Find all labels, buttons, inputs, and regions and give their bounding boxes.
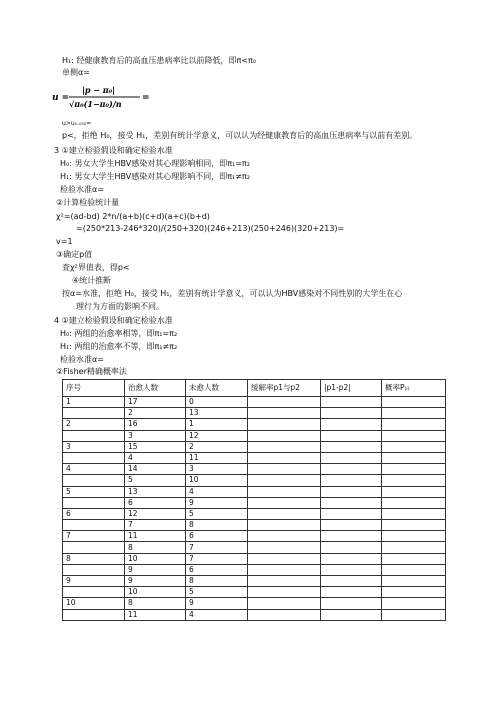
- table-row: [63, 430, 446, 441]
- table-cell: [248, 497, 321, 508]
- section4-step2: ②Fisher精确概率法: [56, 367, 127, 376]
- table-cell: [382, 475, 446, 486]
- table-cell: [321, 576, 382, 587]
- table-row: [63, 531, 446, 542]
- table-cell: 8: [125, 598, 186, 609]
- table-row: [63, 564, 446, 575]
- table-cell: [382, 576, 446, 587]
- table-cell: 9: [125, 564, 186, 575]
- table-cell: 16: [125, 419, 186, 430]
- table-cell: [321, 486, 382, 497]
- table-cell: [248, 598, 321, 609]
- table-cell: [63, 564, 125, 575]
- table-row: [63, 520, 446, 531]
- table-cell: [63, 497, 125, 508]
- table-cell: 9: [186, 497, 248, 508]
- table-cell: 6: [63, 508, 125, 519]
- table-cell: [63, 609, 125, 620]
- table-cell: [248, 419, 321, 430]
- table-cell: 17: [125, 397, 186, 408]
- table-cell: [382, 430, 446, 441]
- table-cell: 9: [125, 576, 186, 587]
- table-cell: 0: [186, 397, 248, 408]
- table-cell: 7: [63, 531, 125, 542]
- table-row: [63, 408, 446, 419]
- table-cell: [248, 508, 321, 519]
- table-cell: [248, 441, 321, 452]
- table-cell: [63, 520, 125, 531]
- table-cell: 14: [125, 464, 186, 475]
- table-cell: 6: [125, 497, 186, 508]
- table-cell: 4: [186, 609, 248, 620]
- table-cell: [382, 609, 446, 620]
- section3-step4: ④统计推断: [72, 276, 112, 285]
- table-cell: 5: [63, 486, 125, 497]
- table-cell: [382, 408, 446, 419]
- table-cell: 4: [186, 486, 248, 497]
- lookup-table-text: 查χ²界值表，得p<: [62, 263, 130, 272]
- table-row: [63, 609, 446, 620]
- table-cell: 10: [125, 553, 186, 564]
- table-cell: [382, 542, 446, 553]
- table-cell: [63, 475, 125, 486]
- table-cell: [248, 609, 321, 620]
- table-cell: [63, 587, 125, 598]
- table-cell: [63, 430, 125, 441]
- col-header-cured: 治愈人数: [125, 380, 186, 397]
- table-cell: [382, 587, 446, 598]
- table-cell: 11: [125, 531, 186, 542]
- table-cell: [248, 408, 321, 419]
- table-row: [63, 464, 446, 475]
- table-cell: [321, 475, 382, 486]
- table-cell: 10: [125, 587, 186, 598]
- table-cell: [382, 564, 446, 575]
- col-header-prob: 概率P₍ᵢ₎: [382, 380, 446, 397]
- table-cell: 3: [125, 430, 186, 441]
- table-cell: 8: [186, 520, 248, 531]
- table-cell: [321, 430, 382, 441]
- table-cell: [248, 542, 321, 553]
- table-cell: [248, 486, 321, 497]
- table-cell: [321, 419, 382, 430]
- table-cell: [248, 475, 321, 486]
- table-cell: [382, 441, 446, 452]
- table-row: [63, 397, 446, 408]
- fisher-table: [62, 379, 446, 621]
- table-cell: [382, 553, 446, 564]
- conclusion-1: p<，拒绝 H₀，接受 H₁，差别有统计学意义，可以认为经健康教育后的高血压患病率与以前有差别。: [62, 131, 418, 140]
- table-cell: 6: [186, 564, 248, 575]
- table-cell: [382, 520, 446, 531]
- table-cell: [248, 520, 321, 531]
- conclusion-2b: 理行为方面的影响不同。: [76, 302, 164, 311]
- table-cell: [248, 397, 321, 408]
- table-header-row: [63, 380, 446, 397]
- table-cell: [382, 419, 446, 430]
- table-cell: [382, 397, 446, 408]
- table-cell: [321, 408, 382, 419]
- table-cell: 1: [186, 419, 248, 430]
- table-cell: 11: [125, 609, 186, 620]
- table-cell: [321, 452, 382, 463]
- conclusion-2a: 按α=水准，拒绝 H₀，接受 H₁，差别有统计学意义，可以认为HBV感染对不同性别的大学生在心: [62, 289, 403, 298]
- formula-lhs: u =: [52, 93, 70, 103]
- table-cell: [63, 408, 125, 419]
- col-header-index: 序号: [63, 380, 125, 397]
- table-cell: [321, 520, 382, 531]
- table-cell: 5: [125, 475, 186, 486]
- table-body: [63, 397, 446, 621]
- u-formula: [52, 82, 152, 112]
- u-critical: u>u₀.₀₅₀=: [62, 120, 92, 127]
- table-cell: 7: [125, 520, 186, 531]
- formula-denominator: √π₀(1−π₀)/n: [69, 99, 122, 109]
- table-cell: [382, 452, 446, 463]
- table-cell: 15: [125, 441, 186, 452]
- table-cell: [248, 564, 321, 575]
- table-cell: [63, 452, 125, 463]
- table-cell: 7: [186, 553, 248, 564]
- table-cell: 13: [186, 408, 248, 419]
- table-cell: [382, 598, 446, 609]
- table-cell: 2: [186, 441, 248, 452]
- hypothesis-h1-c: H₁: 两组的治愈率不等，即π₁≠π₂: [60, 342, 178, 351]
- section4-step1: 4 ①建立检验假设和确定检验水准: [54, 316, 173, 325]
- table-cell: [321, 564, 382, 575]
- table-cell: 12: [125, 508, 186, 519]
- table-row: [63, 508, 446, 519]
- table-cell: 1: [63, 397, 125, 408]
- table-cell: 8: [125, 542, 186, 553]
- table-row: [63, 419, 446, 430]
- table-cell: [321, 587, 382, 598]
- table-cell: [321, 441, 382, 452]
- table-row: [63, 553, 446, 564]
- table-row: [63, 497, 446, 508]
- table-cell: [382, 486, 446, 497]
- table-row: [63, 587, 446, 598]
- table-cell: [321, 464, 382, 475]
- formula-equals: =: [142, 93, 150, 103]
- table-cell: 5: [186, 508, 248, 519]
- table-cell: [321, 531, 382, 542]
- table-cell: [321, 553, 382, 564]
- table-cell: 9: [63, 576, 125, 587]
- hypothesis-h0-b: H₀: 男女大学生HBV感染对其心理影响相同，即π₁=π₂: [60, 159, 250, 168]
- table-cell: [248, 587, 321, 598]
- table-cell: 7: [186, 542, 248, 553]
- table-cell: 6: [186, 531, 248, 542]
- table-row: [63, 542, 446, 553]
- table-cell: 10: [186, 475, 248, 486]
- table-cell: [321, 497, 382, 508]
- table-row: [63, 598, 446, 609]
- table-cell: [248, 430, 321, 441]
- table-cell: [382, 531, 446, 542]
- table-row: [63, 475, 446, 486]
- table-cell: [321, 542, 382, 553]
- section3-step1: 3 ①建立检验假设和确定检验水准: [54, 146, 173, 155]
- table-cell: 8: [186, 576, 248, 587]
- hypothesis-h1: H₁: 经健康教育后的高血压患病率比以前降低，即π<π₀: [62, 56, 257, 65]
- chi-square-formula: χ²=(ad-bd) 2*n/(a+b)(c+d)(a+c)(b+d): [56, 212, 210, 221]
- table-cell: [63, 542, 125, 553]
- table-cell: 10: [63, 598, 125, 609]
- formula-numerator: |p − π₀|: [82, 85, 116, 95]
- table-cell: [382, 497, 446, 508]
- table-cell: 12: [186, 430, 248, 441]
- table-cell: 4: [63, 464, 125, 475]
- table-cell: [321, 598, 382, 609]
- table-cell: [321, 609, 382, 620]
- table-row: [63, 576, 446, 587]
- col-header-rates: 缓解率p1与p2: [248, 380, 321, 397]
- table-cell: 4: [125, 452, 186, 463]
- table-cell: 8: [63, 553, 125, 564]
- test-level-b: 检验水准α=: [60, 185, 104, 194]
- table-cell: [382, 464, 446, 475]
- col-header-uncured: 未愈人数: [186, 380, 248, 397]
- table-row: [63, 452, 446, 463]
- table-cell: 11: [186, 452, 248, 463]
- table-cell: [248, 553, 321, 564]
- table-cell: 3: [186, 464, 248, 475]
- table-cell: 9: [186, 598, 248, 609]
- table-cell: [321, 397, 382, 408]
- table-cell: [248, 531, 321, 542]
- test-level-c: 检验水准α=: [60, 355, 104, 364]
- hypothesis-h0-c: H₀: 两组的治愈率相等，即π₁=π₂: [60, 329, 178, 338]
- section3-step3: ③确定p值: [56, 250, 93, 259]
- table-cell: 2: [125, 408, 186, 419]
- degrees-of-freedom: v=1: [56, 237, 73, 246]
- hypothesis-h1-b: H₁: 男女大学生HBV感染对其心理影响不同，即π₁≠π₂: [60, 172, 250, 181]
- table-cell: 5: [186, 587, 248, 598]
- table-cell: 13: [125, 486, 186, 497]
- table-cell: 2: [63, 419, 125, 430]
- table-cell: [248, 576, 321, 587]
- section3-step2: ②计算检验统计量: [56, 198, 120, 207]
- table-row: [63, 486, 446, 497]
- chi-square-calc: =(250*213-246*320)/(250+320)(246+213)(250+246)(320+213)=: [76, 224, 345, 233]
- table-cell: 3: [63, 441, 125, 452]
- one-sided-alpha: 单侧α=: [62, 68, 90, 77]
- table-row: [63, 441, 446, 452]
- table-cell: [248, 464, 321, 475]
- col-header-diff: |p1-p2|: [321, 380, 382, 397]
- table-cell: [248, 452, 321, 463]
- table-cell: [321, 508, 382, 519]
- table-cell: [382, 508, 446, 519]
